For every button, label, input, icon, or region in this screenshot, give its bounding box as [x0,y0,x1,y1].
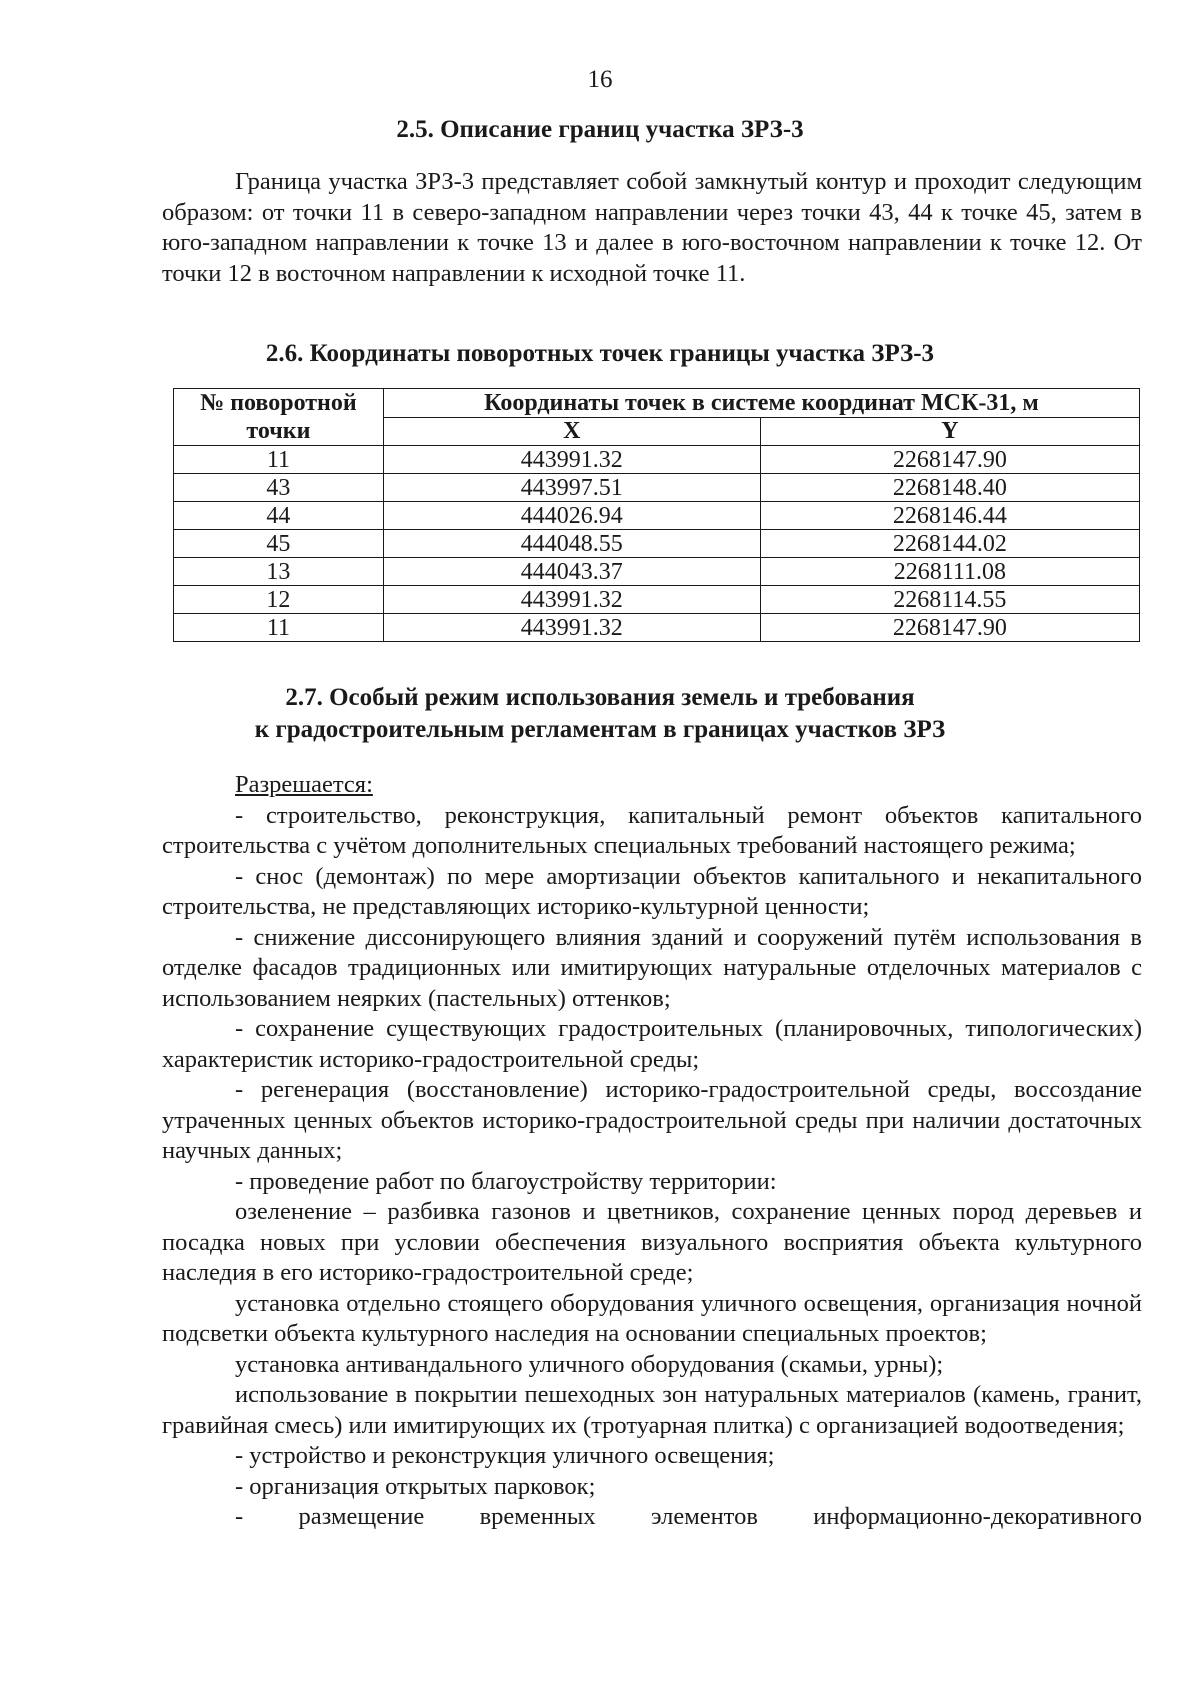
cell-point: 45 [174,530,384,558]
list-item: - регенерация (восстановление) историко-градостроительной среды, воссоздание утраченных ценных объектов историко-градостроительной среды при наличии достаточных научных данных; [162,1076,1142,1164]
list-item: - размещение временных элементов информационно-декоративного [235,1503,1142,1530]
section-2-7-title-line1: 2.7. Особый режим использования земель и требования [285,684,915,711]
list-item: - устройство и реконструкция уличного освещения; [235,1442,775,1469]
cell-x: 444043.37 [383,558,760,586]
header-x: X [383,417,760,446]
list-item: - строительство, реконструкция, капитальный ремонт объектов капитального строительства с учётом дополнительных специальных требований настоящего режима; [162,801,1142,859]
cell-x: 443991.32 [383,614,760,642]
section-2-7-body [162,770,1142,1533]
table-row [174,614,1140,642]
header-y: Y [760,417,1139,446]
list-item: - снижение диссонирующего влияния зданий и сооружений путём использования в отделке фасадов традиционных или имитирующих натуральные отделочных материалов с использованием неярких (пастельных) оттенков; [162,923,1142,1012]
section-2-5-title: 2.5. Описание границ участка ЗРЗ-3 [396,116,804,143]
section-2-5-text: Граница участка ЗРЗ-3 представляет собой замкнутый контур и проходит следующим образом: от точки 11 в северо-западном направлении через точки 43, 44 к точке 45, затем в юго-западном направлении к точке 13 и далее в юго-восточном направлении к точке 12. От точки 12 в восточном направлении к исходной точке 11. [162,168,1142,287]
list-item: установка отдельно стоящего оборудования уличного освещения, организация ночной подсветки объекта культурного наследия на основании специальных проектов; [162,1289,1142,1347]
cell-point: 13 [174,558,384,586]
coordinates-table [173,388,1140,642]
list-item: озеленение – разбивка газонов и цветников, сохранение ценных пород деревьев и посадка новых при условии обеспечения визуального восприятия объекта культурного наследия в его историко-градостроительной среде; [162,1198,1142,1286]
cell-x: 444026.94 [383,502,760,530]
section-2-6-title: 2.6. Координаты поворотных точек границы участка ЗРЗ-3 [265,340,935,367]
list-item: - проведение работ по благоустройству территории: [235,1167,777,1195]
list-item: установка антивандального уличного оборудования (скамьи, урны); [235,1350,944,1378]
cell-y: 2268146.44 [760,502,1139,530]
header-point-number: № поворотной точки [174,389,384,446]
cell-y: 2268147.90 [760,446,1139,474]
list-item: использование в покрытии пешеходных зон натуральных материалов (камень, гранит, гравийная смесь) или имитирующих их (тротуарная плитка) с организацией водоотведения; [162,1381,1142,1439]
cell-y: 2268111.08 [760,558,1139,586]
cell-y: 2268148.40 [760,474,1139,502]
table-header-row [174,389,1140,418]
allowed-label-text: Разрешается: [235,771,373,798]
cell-point: 11 [174,614,384,642]
cell-point: 12 [174,586,384,614]
cell-x: 443991.32 [383,586,760,614]
cell-x: 444048.55 [383,530,760,558]
cell-x: 443991.32 [383,446,760,474]
cell-y: 2268147.90 [760,614,1139,642]
table-row [174,446,1140,474]
table-row [174,530,1140,558]
cell-y: 2268144.02 [760,530,1139,558]
table-row [174,586,1140,614]
header-coordinates: Координаты точек в системе координат МСК-31, м [383,389,1139,418]
cell-point: 43 [174,474,384,502]
page-number: 16 [587,66,613,93]
cell-y: 2268114.55 [760,586,1139,614]
table-row [174,474,1140,502]
table-row [174,558,1140,586]
list-item: - организация открытых парковок; [235,1472,596,1500]
section-2-7-title-line2: к градостроительным регламентам в границах участков ЗРЗ [254,716,946,743]
list-item: - снос (демонтаж) по мере амортизации объектов капитального и некапитального строительства, не представляющих историко-культурной ценности; [162,862,1142,920]
allowed-label [162,770,1142,801]
cell-x: 443997.51 [383,474,760,502]
cell-point: 11 [174,446,384,474]
table-row [174,502,1140,530]
cell-point: 44 [174,502,384,530]
list-item: - сохранение существующих градостроительных (планировочных, типологических) характеристик историко-градостроительной среды; [162,1015,1142,1073]
